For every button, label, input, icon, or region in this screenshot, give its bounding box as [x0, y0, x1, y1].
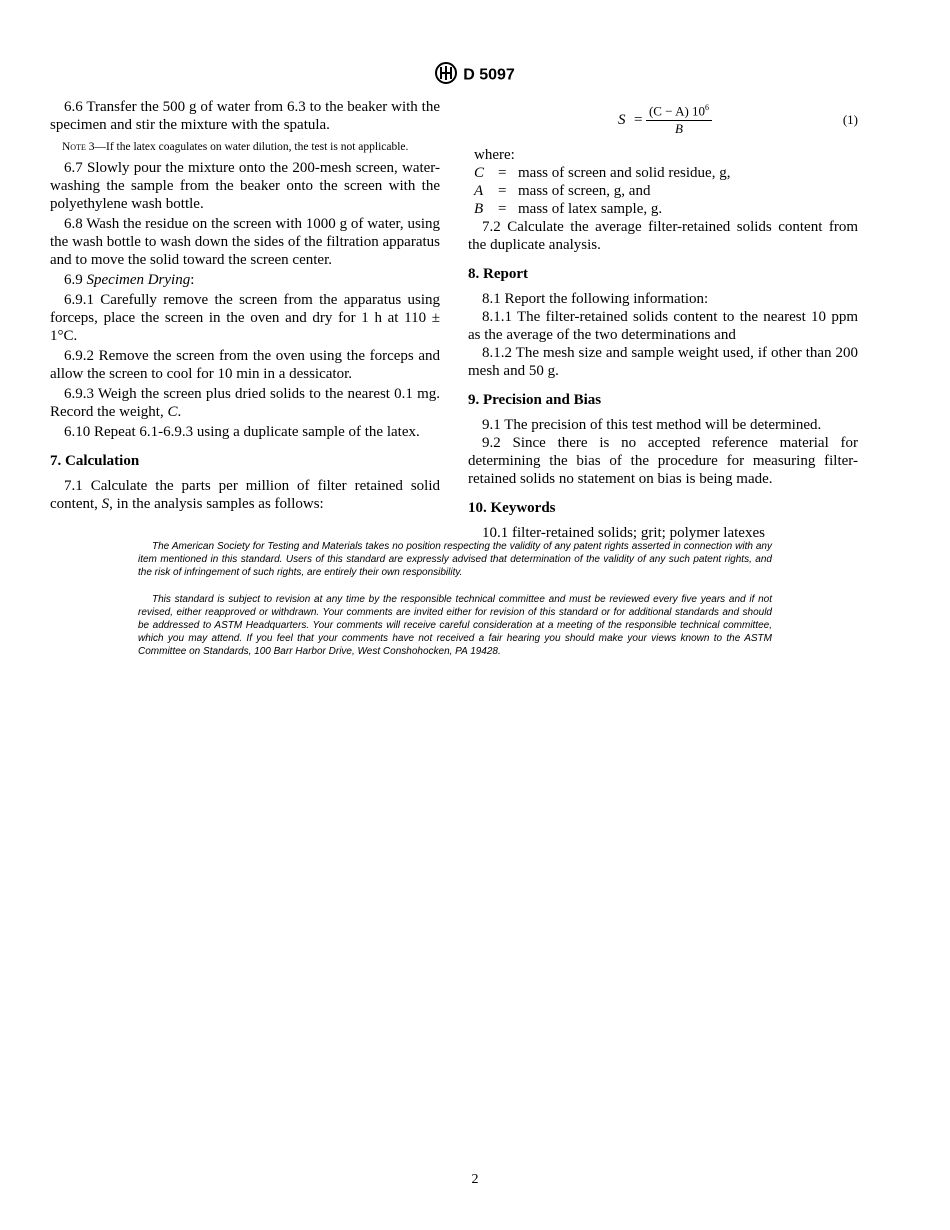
- note-text: 3—If the latex coagulates on water dilution, the test is not applicable.: [85, 141, 409, 153]
- definition-row: [474, 164, 858, 182]
- page-header: [0, 62, 950, 89]
- section-6-7: 6.7 Slowly pour the mixture onto the 200-mesh screen, water-washing the sample from the beaker onto the screen with the polyethylene wash bottle.: [50, 160, 440, 212]
- text: 7.1 Calculate the parts per million of filter retained solid content,: [50, 478, 440, 512]
- section-6-9: [50, 271, 440, 289]
- section-9-1: 9.1 The precision of this test method will be determined.: [482, 417, 822, 433]
- eq-number: (1): [842, 112, 858, 127]
- exponent: 6: [705, 103, 710, 112]
- eq-fraction: [646, 100, 712, 137]
- where-block: [474, 146, 858, 218]
- eq-denominator: B: [675, 121, 683, 137]
- def-symbol: A: [474, 183, 484, 199]
- variable: C: [167, 404, 178, 420]
- section-10-1: 10.1 filter-retained solids; grit; polymer latexes: [482, 525, 765, 541]
- text: , in the analysis samples as follows:: [109, 496, 324, 512]
- section-6-8: 6.8 Wash the residue on the screen with 1000 g of water, using the wash bottle to wash down the sides of the filtration apparatus and to move the solid toward the screen center.: [50, 216, 440, 268]
- section-8-1: 8.1 Report the following information:: [482, 291, 709, 307]
- note-3: [50, 140, 440, 155]
- section-6-9-1: 6.9.1 Carefully remove the screen from the apparatus using forceps, place the screen in the oven and dry for 1 h at 110 ± 1°C.: [50, 292, 440, 344]
- def-symbol: B: [474, 201, 484, 217]
- section-number: 6.9: [64, 272, 87, 288]
- def-text: mass of screen, g, and: [518, 183, 651, 199]
- eq-sign: =: [634, 112, 643, 128]
- patent-notice: The American Society for Testing and Materials takes no position respecting the validity of any patent rights asserted in connection with any item mentioned in this standard. Users of this standard are expressly advised that determination of the validity of any such patent rights, and the risk of infringement of such rights, are entirely their own responsibility.: [138, 541, 772, 578]
- revision-notice: This standard is subject to revision at any time by the responsible technical committee and must be reviewed every five years and if not revised, either reapproved or withdrawn. Your comments are invited either for revision of this standard or for additional standards and should be addressed to ASTM Headquarters. Your comments will receive careful consideration at a meeting of the responsible technical committee, which you may attend. If you feel that your comments have not received a fair hearing you should make your views known to the ASTM Committee on Standards, 100 Barr Harbor Drive, West Conshohocken, PA 19428.: [138, 594, 772, 657]
- section-8-1-1: 8.1.1 The filter-retained solids content to the nearest 10 ppm as the average of the two determinations and: [468, 309, 858, 343]
- eq-lhs: S: [618, 112, 626, 128]
- eq-numerator: [646, 100, 712, 121]
- def-equals: =: [498, 183, 507, 199]
- section-8-1-2: 8.1.2 The mesh size and sample weight used, if other than 200 mesh and 50 g.: [468, 345, 858, 379]
- heading-keywords: 10. Keywords: [468, 500, 556, 516]
- def-equals: =: [498, 165, 507, 181]
- heading-precision-bias: 9. Precision and Bias: [468, 392, 602, 408]
- astm-logo-icon: [435, 62, 457, 89]
- page-number: 2: [471, 1172, 479, 1187]
- definition-row: [474, 200, 858, 218]
- note-label: Note: [62, 141, 86, 153]
- section-title: Specimen Drying: [86, 272, 191, 288]
- left-column: [50, 98, 440, 513]
- def-text: mass of screen and solid residue, g,: [518, 165, 731, 181]
- text: .: [177, 404, 182, 420]
- numerator-text: (C − A) 10: [648, 103, 706, 119]
- section-7-1: [50, 477, 440, 513]
- colon: :: [190, 272, 195, 288]
- def-symbol: C: [474, 165, 485, 181]
- heading-calculation: 7. Calculation: [50, 453, 140, 469]
- footer-notice: [138, 540, 772, 672]
- section-6-9-3: [50, 385, 440, 421]
- designation: D 5097: [463, 66, 515, 84]
- equation-1: [468, 100, 858, 137]
- definition-row: [474, 182, 858, 200]
- section-9-2: 9.2 Since there is no accepted reference material for determining the bias of the procedure for measuring filter-retained solids no statement on bias is being made.: [468, 435, 858, 487]
- def-equals: =: [498, 201, 507, 217]
- section-6-6: 6.6 Transfer the 500 g of water from 6.3 to the beaker with the specimen and stir the mixture with the spatula.: [50, 99, 440, 133]
- text: 6.9.3 Weigh the screen plus dried solids to the nearest 0.1 mg. Record the weight,: [50, 386, 440, 420]
- where-label: where:: [474, 147, 515, 163]
- variable: S: [101, 496, 110, 512]
- def-text: mass of latex sample, g.: [518, 201, 663, 217]
- section-6-10: 6.10 Repeat 6.1-6.9.3 using a duplicate sample of the latex.: [64, 424, 420, 440]
- section-7-2: 7.2 Calculate the average filter-retained solids content from the duplicate analysis.: [468, 219, 858, 253]
- section-6-9-2: 6.9.2 Remove the screen from the oven using the forceps and allow the screen to cool for 10 min in a dessicator.: [50, 348, 440, 382]
- heading-report: 8. Report: [468, 266, 528, 282]
- right-column: [468, 98, 858, 542]
